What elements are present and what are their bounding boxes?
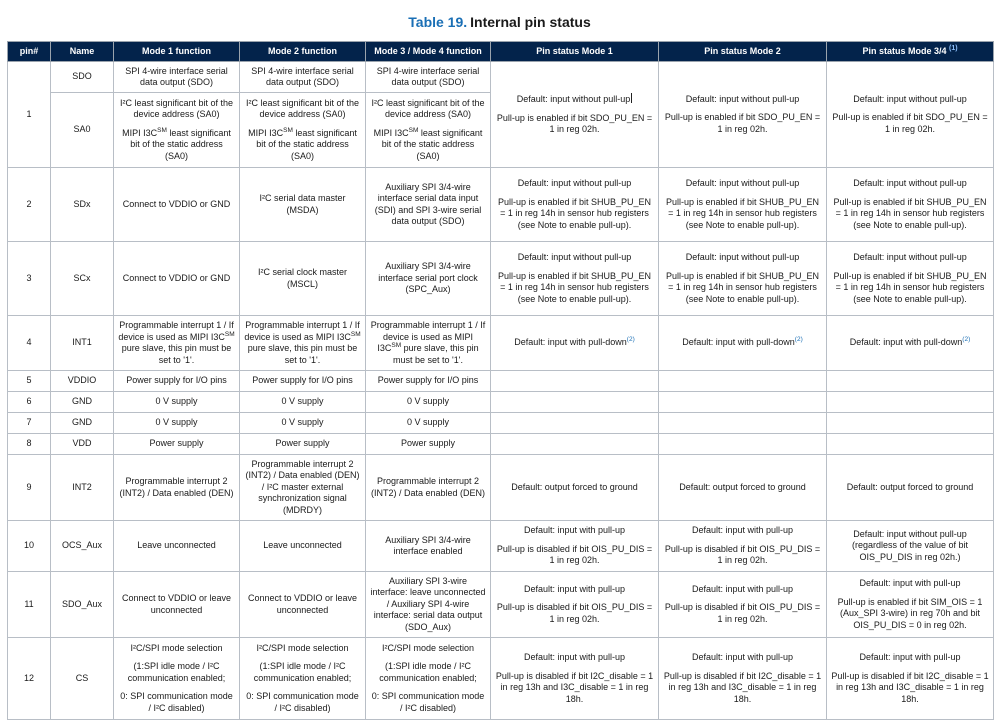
status-mode34 — [827, 413, 994, 434]
status-mode2 — [659, 413, 827, 434]
status-mode34: Default: input with pull-up Pull-up is disabled if bit I2C_disable = 1 in reg 13h and I3C_disable = 1 in reg 18h. — [827, 638, 994, 720]
mode2-function: 0 V supply — [240, 413, 366, 434]
footnote-ref[interactable]: (2) — [962, 336, 971, 344]
pin-number: 2 — [8, 168, 51, 242]
header-mode34-function: Mode 3 / Mode 4 function — [366, 42, 491, 62]
mode34-function: I²C/SPI mode selection (1:SPI idle mode / I²C communication enabled; 0: SPI communication mode / I²C disabled) — [366, 638, 491, 720]
mode1-function: I²C least significant bit of the device address (SA0) MIPI I3C℠ least significant bit of the static address (SA0) — [114, 93, 240, 168]
status-mode1 — [491, 413, 659, 434]
mode1-function: Connect to VDDIO or GND — [114, 242, 240, 316]
mode34-function: I²C least significant bit of the device address (SA0) MIPI I3C℠ least significant bit of the static address (SA0) — [366, 93, 491, 168]
mode2-function: SPI 4-wire interface serial data output (SDO) — [240, 62, 366, 93]
mode1-function: Programmable interrupt 1 / If device is used as MIPI I3C℠ pure slave, this pin must be set to '1'. — [114, 316, 240, 371]
pin-name: SCx — [51, 242, 114, 316]
status-mode34: Default: input without pull-up (regardless of the value of bit OIS_PU_DIS in reg 02h.) — [827, 521, 994, 572]
mode1-function: Connect to VDDIO or GND — [114, 168, 240, 242]
status-mode1: Default: output forced to ground — [491, 455, 659, 521]
status-mode1: Default: input without pull-up Pull-up is enabled if bit SDO_PU_EN = 1 in reg 02h. — [491, 62, 659, 168]
status-mode2 — [659, 434, 827, 455]
status-mode34: Default: output forced to ground — [827, 455, 994, 521]
footnote-ref[interactable]: (2) — [794, 336, 803, 344]
mode2-function: Programmable interrupt 2 (INT2) / Data enabled (DEN) / I²C master external synchronization signal (MDRDY) — [240, 455, 366, 521]
mode1-function: 0 V supply — [114, 392, 240, 413]
header-pin: pin# — [8, 42, 51, 62]
pin-name: GND — [51, 392, 114, 413]
status-mode34: Default: input without pull-up Pull-up is enabled if bit SHUB_PU_EN = 1 in reg 14h in sensor hub registers (see Note to enable pull-up). — [827, 242, 994, 316]
header-status-mode2: Pin status Mode 2 — [659, 42, 827, 62]
mode2-function: I²C serial clock master (MSCL) — [240, 242, 366, 316]
status-mode2: Default: output forced to ground — [659, 455, 827, 521]
table-row — [8, 62, 994, 93]
mode1-function: I²C/SPI mode selection (1:SPI idle mode / I²C communication enabled; 0: SPI communication mode / I²C disabled) — [114, 638, 240, 720]
table-number: Table 19. — [408, 14, 468, 30]
mode1-function: 0 V supply — [114, 413, 240, 434]
pin-number: 1 — [8, 62, 51, 168]
mode1-function: Power supply for I/O pins — [114, 371, 240, 392]
footnote-ref[interactable]: (1) — [948, 44, 958, 52]
pin-number: 11 — [8, 572, 51, 638]
header-name: Name — [51, 42, 114, 62]
mode34-function: 0 V supply — [366, 392, 491, 413]
mode1-function: Power supply — [114, 434, 240, 455]
status-mode34: Default: input with pull-down$^{(2)}$ — [827, 316, 994, 371]
pin-name: INT2 — [51, 455, 114, 521]
status-mode34 — [827, 371, 994, 392]
table-row — [8, 638, 994, 720]
mode2-function: I²C least significant bit of the device address (SA0) MIPI I3C℠ least significant bit of the static address (SA0) — [240, 93, 366, 168]
text-cursor — [631, 93, 632, 103]
mode34-function: Programmable interrupt 1 / If device is used as MIPI I3C℠ pure slave, this pin must be set to '1'. — [366, 316, 491, 371]
status-mode34 — [827, 392, 994, 413]
status-mode1: Default: input with pull-down$^{(2)}$ — [491, 316, 659, 371]
mode2-function: Programmable interrupt 1 / If device is used as MIPI I3C℠ pure slave, this pin must be set to '1'. — [240, 316, 366, 371]
mode34-function: Programmable interrupt 2 (INT2) / Data enabled (DEN) — [366, 455, 491, 521]
mode1-function: Connect to VDDIO or leave unconnected — [114, 572, 240, 638]
header-mode2-function: Mode 2 function — [240, 42, 366, 62]
status-mode2: Default: input with pull-down$^{(2)}$ — [659, 316, 827, 371]
table-row — [8, 242, 994, 316]
header-status-mode1: Pin status Mode 1 — [491, 42, 659, 62]
pin-name: SDO — [51, 62, 114, 93]
table-caption — [0, 14, 999, 30]
status-mode2: Default: input without pull-up Pull-up is enabled if bit SHUB_PU_EN = 1 in reg 14h in sensor hub registers (see Note to enable pull-up). — [659, 242, 827, 316]
status-mode1: Default: input with pull-up Pull-up is disabled if bit OIS_PU_DIS = 1 in reg 02h. — [491, 521, 659, 572]
status-mode34: Default: input without pull-up Pull-up is enabled if bit SHUB_PU_EN = 1 in reg 14h in sensor hub registers (see Note to enable pull-up). — [827, 168, 994, 242]
status-mode1: Default: input without pull-up Pull-up is enabled if bit SHUB_PU_EN = 1 in reg 14h in sensor hub registers (see Note to enable pull-up). — [491, 168, 659, 242]
mode1-function: SPI 4-wire interface serial data output (SDO) — [114, 62, 240, 93]
pin-name: OCS_Aux — [51, 521, 114, 572]
status-mode1: Default: input without pull-up Pull-up is enabled if bit SHUB_PU_EN = 1 in reg 14h in sensor hub registers (see Note to enable pull-up). — [491, 242, 659, 316]
status-mode2: Default: input with pull-up Pull-up is disabled if bit OIS_PU_DIS = 1 in reg 02h. — [659, 572, 827, 638]
mode34-function: Auxiliary SPI 3/4-wire interface enabled — [366, 521, 491, 572]
mode34-function: SPI 4-wire interface serial data output (SDO) — [366, 62, 491, 93]
pin-number: 7 — [8, 413, 51, 434]
mode2-function: Leave unconnected — [240, 521, 366, 572]
status-mode2: Default: input with pull-up Pull-up is disabled if bit OIS_PU_DIS = 1 in reg 02h. — [659, 521, 827, 572]
status-mode2: Default: input without pull-up Pull-up is enabled if bit SDO_PU_EN = 1 in reg 02h. — [659, 62, 827, 168]
mode34-function: Auxiliary SPI 3/4-wire interface serial port clock (SPC_Aux) — [366, 242, 491, 316]
status-mode1: Default: input with pull-up Pull-up is disabled if bit I2C_disable = 1 in reg 13h and I3C_disable = 1 in reg 18h. — [491, 638, 659, 720]
status-mode1 — [491, 392, 659, 413]
mode34-function: Power supply for I/O pins — [366, 371, 491, 392]
status-mode2 — [659, 392, 827, 413]
status-mode34 — [827, 434, 994, 455]
table-row — [8, 371, 994, 392]
status-mode2: Default: input without pull-up Pull-up is enabled if bit SHUB_PU_EN = 1 in reg 14h in sensor hub registers (see Note to enable pull-up). — [659, 168, 827, 242]
table-row — [8, 572, 994, 638]
pin-number: 3 — [8, 242, 51, 316]
header-mode1-function: Mode 1 function — [114, 42, 240, 62]
mode34-function: Power supply — [366, 434, 491, 455]
pin-number: 8 — [8, 434, 51, 455]
status-mode34: Default: input with pull-up Pull-up is enabled if bit SIM_OIS = 1 (Aux_SPI 3-wire) in reg 70h and bit OIS_PU_DIS = 0 in reg 02h. — [827, 572, 994, 638]
mode2-function: I²C/SPI mode selection (1:SPI idle mode / I²C communication enabled; 0: SPI communication mode / I²C disabled) — [240, 638, 366, 720]
header-status-mode34: Pin status Mode 3/4 $^{(1)}$ — [827, 42, 994, 62]
mode2-function: Connect to VDDIO or leave unconnected — [240, 572, 366, 638]
pin-name: SA0 — [51, 93, 114, 168]
pin-number: 6 — [8, 392, 51, 413]
pin-name: INT1 — [51, 316, 114, 371]
footnote-ref[interactable]: (2) — [626, 336, 635, 344]
status-mode1 — [491, 434, 659, 455]
mode1-function: Leave unconnected — [114, 521, 240, 572]
mode2-function: Power supply — [240, 434, 366, 455]
pin-name: SDx — [51, 168, 114, 242]
pin-number: 9 — [8, 455, 51, 521]
pin-number: 4 — [8, 316, 51, 371]
pin-number: 10 — [8, 521, 51, 572]
status-mode1: Default: input with pull-up Pull-up is disabled if bit OIS_PU_DIS = 1 in reg 02h. — [491, 572, 659, 638]
mode34-function: 0 V supply — [366, 413, 491, 434]
pin-name: VDD — [51, 434, 114, 455]
mode34-function: Auxiliary SPI 3/4-wire interface serial data input (SDI) and SPI 3-wire serial data output (SDO) — [366, 168, 491, 242]
mode2-function: 0 V supply — [240, 392, 366, 413]
table-row — [8, 434, 994, 455]
mode2-function: Power supply for I/O pins — [240, 371, 366, 392]
status-mode2 — [659, 371, 827, 392]
table-row — [8, 168, 994, 242]
pin-number: 12 — [8, 638, 51, 720]
pin-number: 5 — [8, 371, 51, 392]
pin-name: CS — [51, 638, 114, 720]
status-mode34: Default: input without pull-up Pull-up is enabled if bit SDO_PU_EN = 1 in reg 02h. — [827, 62, 994, 168]
status-mode2: Default: input with pull-up Pull-up is disabled if bit I2C_disable = 1 in reg 13h and I3C_disable = 1 in reg 18h. — [659, 638, 827, 720]
table-row — [8, 392, 994, 413]
mode2-function: I²C serial data master (MSDA) — [240, 168, 366, 242]
mode34-function: Auxiliary SPI 3-wire interface: leave unconnected / Auxiliary SPI 4-wire interface: serial data output (SDO_Aux) — [366, 572, 491, 638]
mode1-function: Programmable interrupt 2 (INT2) / Data enabled (DEN) — [114, 455, 240, 521]
table-row — [8, 316, 994, 371]
internal-pin-status-table — [7, 41, 994, 720]
table-row — [8, 521, 994, 572]
table-title: Internal pin status — [470, 14, 591, 30]
pin-name: GND — [51, 413, 114, 434]
header-row — [8, 42, 994, 62]
status-mode1 — [491, 371, 659, 392]
pin-name: SDO_Aux — [51, 572, 114, 638]
table-row — [8, 455, 994, 521]
table-row — [8, 413, 994, 434]
pin-name: VDDIO — [51, 371, 114, 392]
